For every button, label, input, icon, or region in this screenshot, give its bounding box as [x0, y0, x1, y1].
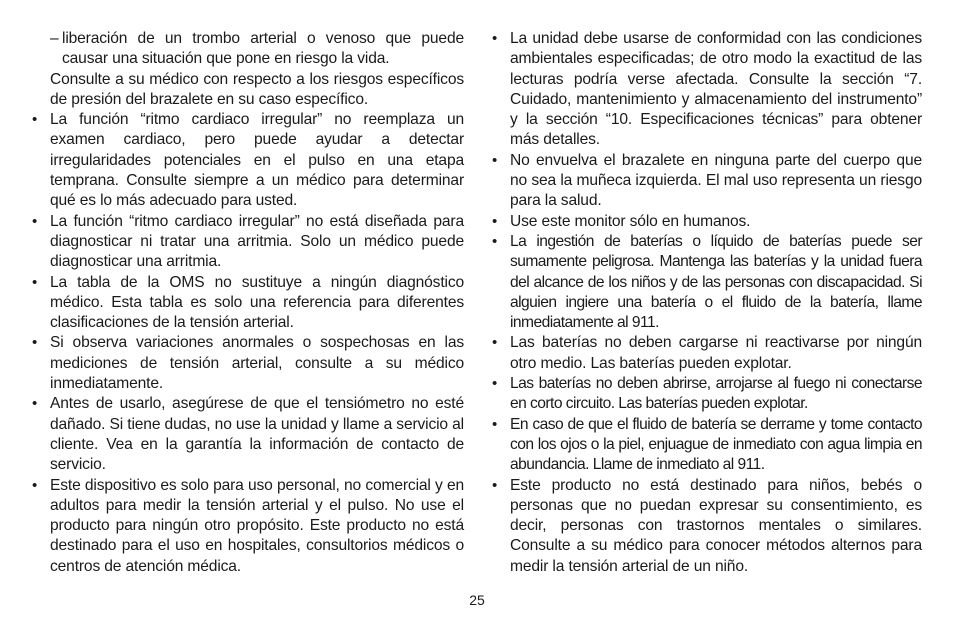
- bullet-marker: •: [492, 212, 498, 230]
- bullet-text: En caso de que el fluido de batería se derrame y tome contacto con los ojos o la piel, enjuague de inmediato con agua limpia en abundancia. Llame de inmediato al 911.: [510, 415, 922, 474]
- bullet-marker: •: [492, 415, 497, 433]
- bullet-item-oms-table: [30, 273, 464, 334]
- right-column: [490, 29, 922, 577]
- consult-paragraph: Consulte a su médico con respecto a los riesgos específicos de presión del brazalete en su caso específico.: [50, 70, 464, 108]
- bullet-text: Use este monitor sólo en humanos.: [510, 212, 751, 230]
- bullet-text: Antes de usarlo, asegúrese de que el tensiómetro no esté dañado. Si tiene dudas, no use la unidad y llame a servicio al cliente. Vea en la garantía la información de contacto de servicio.: [50, 395, 464, 474]
- bullet-text: Este producto no está destinado para niños, bebés o personas que no puedan expresar su consentimiento, es decir, personas con trastornos mentales o similares. Consulte a su médico para conocer métodos alternos para medir la tensión arterial de un niño.: [510, 476, 922, 575]
- dash-item-text: liberación de un trombo arterial o venoso que puede causar una situación que pone en riesgo la vida.: [62, 30, 464, 68]
- bullet-item-abnormal-variations: [30, 333, 464, 394]
- bullet-text: Si observa variaciones anormales o sospechosas en las mediciones de tensión arterial, consulte a su médico inmediatamente.: [50, 334, 464, 393]
- bullet-item-battery-open-fire: [490, 374, 922, 415]
- left-column: [30, 29, 464, 577]
- bullet-item-left-wrist-only: [490, 151, 922, 212]
- bullet-item-irregular-rhythm-diagnosis: [30, 212, 464, 273]
- bullet-item-battery-ingestion: [490, 232, 922, 333]
- bullet-item-not-for-children: [490, 476, 922, 577]
- bullet-marker: •: [32, 273, 38, 291]
- bullet-item-humans-only: [490, 212, 922, 232]
- bullet-marker: •: [492, 232, 497, 250]
- bullet-marker: •: [492, 375, 497, 393]
- dash-marker: –: [50, 30, 59, 47]
- bullet-marker: •: [32, 395, 38, 413]
- bullet-text: No envuelva el brazalete en ninguna parte del cuerpo que no sea la muñeca izquierda. El mal uso representa un riesgo para la salud.: [510, 151, 922, 210]
- bullet-text: La unidad debe usarse de conformidad con las condiciones ambientales especificadas; de otro modo la exactitud de las lecturas podría verse afectada. Consulte la sección “7. Cuidado, mantenimiento y almacenamiento del instrumento” y la sección “10. Especificaciones técnicas” para obtener más detalles.: [510, 30, 922, 149]
- bullet-marker: •: [492, 30, 498, 47]
- bullet-marker: •: [492, 151, 498, 169]
- bullet-text: La función “ritmo cardiaco irregular” no reemplaza un examen cardiaco, pero puede ayudar a detectar irregularidades potenciales en el pulso en una etapa temprana. Consulte siempre a un médico para determinar qué es lo más adecuado para usted.: [50, 111, 464, 210]
- bullet-marker: •: [32, 111, 38, 129]
- bullet-marker: •: [492, 476, 498, 494]
- bullet-text: La función “ritmo cardiaco irregular” no está diseñada para diagnosticar ni tratar una arritmia. Solo un médico puede diagnosticar una arritmia.: [50, 212, 464, 271]
- bullet-item-battery-fluid-contact: [490, 415, 922, 476]
- page-number: 25: [469, 592, 485, 608]
- bullet-item-check-damage: [30, 394, 464, 475]
- dash-list-item: [30, 29, 464, 70]
- bullet-marker: •: [32, 212, 38, 230]
- bullet-item-environmental-conditions: [490, 29, 922, 151]
- bullet-marker: •: [32, 476, 38, 494]
- bullet-text: La tabla de la OMS no sustituye a ningún diagnóstico médico. Esta tabla es solo una referencia para diferentes clasificaciones de la tensión arterial.: [50, 273, 464, 332]
- bullet-text: Este dispositivo es solo para uso personal, no comercial y en adultos para medir la tensión arterial y el pulso. No use el producto para ningún otro propósito. Este producto no está destinado para el uso en hospitales, consultorios médicos o centros de atención médica.: [50, 476, 464, 575]
- bullet-item-personal-use: [30, 476, 464, 577]
- bullet-marker: •: [492, 334, 498, 352]
- bullet-item-battery-recharge: [490, 333, 922, 374]
- bullet-text: Las baterías no deben abrirse, arrojarse al fuego ni conectarse en corto circuito. Las baterías pueden explotar.: [510, 375, 922, 413]
- bullet-text: Las baterías no deben cargarse ni reactivarse por ningún otro medio. Las baterías pueden explotar.: [510, 334, 922, 372]
- bullet-marker: •: [32, 334, 38, 352]
- bullet-item-irregular-rhythm-exam: [30, 110, 464, 211]
- bullet-text: La ingestión de baterías o líquido de baterías puede ser sumamente peligrosa. Mantenga las baterías y la unidad fuera del alcance de los niños y de las personas con discapacidad. Si alguien ingiere una batería o el fluido de la batería, llame inmediatamente al 911.: [510, 232, 922, 332]
